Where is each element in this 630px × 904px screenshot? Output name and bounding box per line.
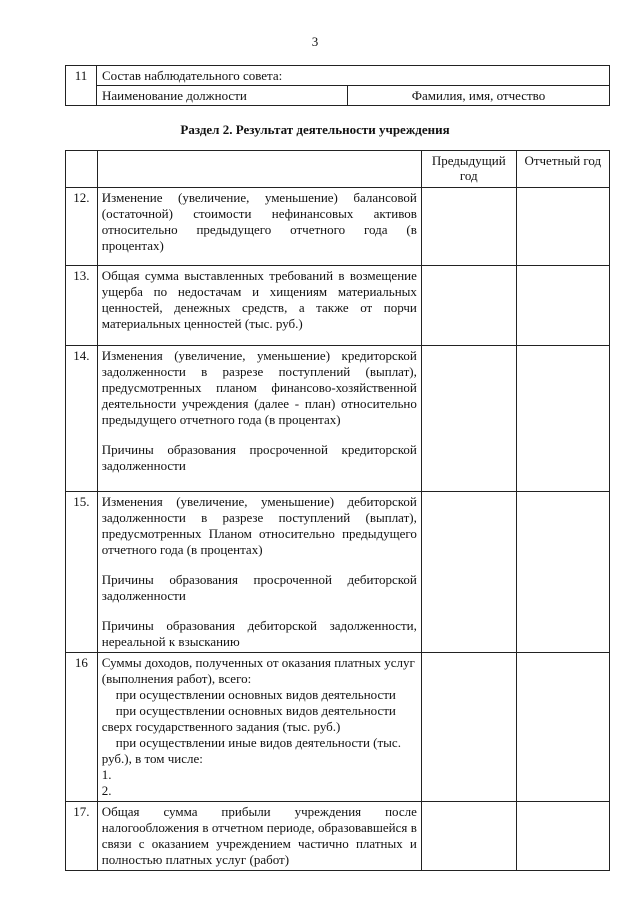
row-text: Изменение (увеличение, уменьшение) балансовой (остаточной) стоимости нефинансовых активов относительно предыдущего отчетного года (в процентах): [101, 190, 417, 253]
prev-year-value[interactable]: [421, 266, 516, 346]
header-prev-year: Предыдущий год: [421, 151, 516, 188]
row-description: [97, 266, 421, 346]
row-number: 11: [66, 66, 97, 106]
row-text: Изменения (увеличение, уменьшение) кредиторской задолженности в разрезе поступлений (выплат), предусмотренных планом финансово-хозяйственной деятельности учреждения (далее - план) относительно предыдущего отчетного года (в процентах): [101, 348, 417, 427]
table-header-row: [66, 151, 610, 188]
row-text: Изменения (увеличение, уменьшение) дебиторской задолженности в разрезе поступлений (выплат), предусмотренных Планом относительно предыдущего отчетного года (в процентах): [101, 494, 417, 557]
row-text: Причины образования просроченной дебиторской задолженности: [101, 572, 417, 603]
table-row: [66, 66, 610, 86]
curr-year-value[interactable]: [516, 266, 609, 346]
page-number: 3: [311, 34, 319, 49]
row-text: при осуществлении основных видов деятельности сверх государственного задания (тыс. руб.): [101, 703, 396, 734]
header-curr-year: Отчетный год: [516, 151, 609, 188]
results-table: [65, 150, 610, 871]
col-position-header: Наименование должности: [97, 86, 348, 106]
row-number: 14.: [66, 346, 98, 492]
table-row: [66, 346, 610, 492]
table-row: [66, 86, 610, 106]
prev-year-value[interactable]: [421, 653, 516, 802]
curr-year-value[interactable]: [516, 802, 609, 871]
row-description: [97, 346, 421, 492]
supervisory-board-table: [65, 65, 610, 106]
table-row: [66, 802, 610, 871]
col-name-header: Фамилия, имя, отчество: [348, 86, 610, 106]
row-text: 2.: [101, 783, 112, 798]
prev-year-value[interactable]: [421, 346, 516, 492]
curr-year-value[interactable]: [516, 188, 609, 266]
curr-year-value[interactable]: [516, 492, 609, 653]
row-text: при осуществлении иные видов деятельности (тыс. руб.), в том числе:: [101, 735, 401, 766]
row-description: [97, 802, 421, 871]
curr-year-value[interactable]: [516, 653, 609, 802]
row-text: Общая сумма прибыли учреждения после налогообложения в отчетном периоде, образовавшейся в связи с оказанием учреждением частично платных и полностью платных услуг (работ): [101, 804, 417, 867]
row-text: Причины образования дебиторской задолженности, нереальной к взысканию: [101, 618, 417, 649]
row-text: 1.: [101, 767, 112, 782]
row-description: [97, 188, 421, 266]
row-number: 16: [66, 653, 98, 802]
row-description: [97, 492, 421, 653]
curr-year-value[interactable]: [516, 346, 609, 492]
prev-year-value[interactable]: [421, 188, 516, 266]
prev-year-value[interactable]: [421, 802, 516, 871]
row-text: Суммы доходов, полученных от оказания платных услуг (выполнения работ), всего:: [101, 655, 415, 686]
row-description: [97, 653, 421, 802]
row-number: 17.: [66, 802, 98, 871]
row-number: 12.: [66, 188, 98, 266]
prev-year-value[interactable]: [421, 492, 516, 653]
table-row: [66, 492, 610, 653]
row-text: при осуществлении основных видов деятельности: [115, 687, 396, 702]
row-number: 15.: [66, 492, 98, 653]
row-label: Состав наблюдательного совета:: [97, 66, 610, 86]
row-number: 13.: [66, 266, 98, 346]
header-desc-cell: [97, 151, 421, 188]
row-text: Причины образования просроченной кредиторской задолженности: [101, 442, 417, 473]
table-row: [66, 188, 610, 266]
table-row: [66, 653, 610, 802]
row-text: Общая сумма выставленных требований в возмещение ущерба по недостачам и хищениям материальных ценностей, денежных средств, а также от порчи материальных ценностей (тыс. руб.): [101, 268, 417, 331]
header-num-cell: [66, 151, 98, 188]
section-title: Раздел 2. Результат деятельности учреждения: [180, 122, 450, 137]
table-row: [66, 266, 610, 346]
